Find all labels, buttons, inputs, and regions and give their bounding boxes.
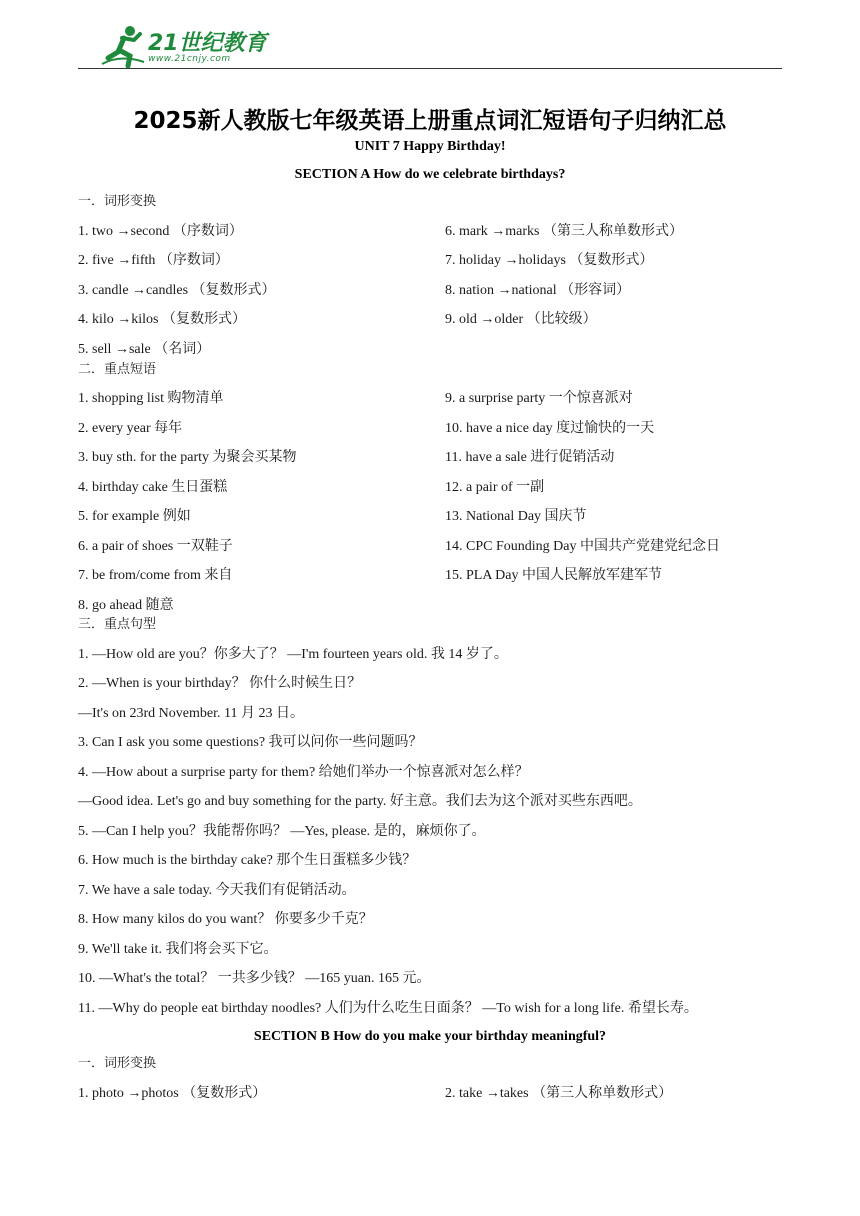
part-heading: 三．重点句型 bbox=[78, 617, 157, 632]
part-heading: 一．词形变换 bbox=[78, 1056, 157, 1071]
sentence-line: —Good idea. Let's go and buy something for the party. 好主意。我们去为这个派对买些东西吧。 bbox=[78, 794, 642, 809]
list-item: 14. CPC Founding Day 中国共产党建党纪念日 bbox=[445, 539, 720, 554]
list-item: 2. take →takes （第三人称单数形式） bbox=[445, 1086, 673, 1101]
sentence-line: 11. —Why do people eat birthday noodles? 人们为什么吃生日面条？ —To wish for a long life. 希望长寿。 bbox=[78, 1001, 698, 1016]
sentence-line: 8. How many kilos do you want？ 你要多少千克？ bbox=[78, 912, 373, 927]
page-header bbox=[78, 18, 782, 70]
list-item: 6. mark →marks （第三人称单数形式） bbox=[445, 224, 683, 239]
list-item: 12. a pair of 一副 bbox=[445, 480, 545, 495]
list-item: 1. two →second （序数词） bbox=[78, 224, 243, 239]
sentence-line: 6. How much is the birthday cake? 那个生日蛋糕多少钱？ bbox=[78, 853, 417, 868]
sentence-line: —It's on 23rd November. 11 月 23 日。 bbox=[78, 706, 304, 721]
list-item: 4. kilo →kilos （复数形式） bbox=[78, 312, 247, 327]
sentence-line: 9. We'll take it. 我们将会买下它。 bbox=[78, 942, 278, 957]
sentence-line: 7. We have a sale today. 今天我们有促销活动。 bbox=[78, 883, 356, 898]
section-a-heading: SECTION A How do we celebrate birthdays? bbox=[294, 167, 566, 182]
header-divider bbox=[78, 68, 782, 69]
list-item: 11. have a sale 进行促销活动 bbox=[445, 450, 615, 465]
part-heading: 一．词形变换 bbox=[78, 194, 157, 209]
list-item: 1. shopping list 购物清单 bbox=[78, 391, 224, 406]
list-item: 1. photo →photos （复数形式） bbox=[78, 1086, 267, 1101]
list-item: 5. for example 例如 bbox=[78, 509, 191, 524]
sentence-line: 2. —When is your birthday？ 你什么时候生日？ bbox=[78, 676, 362, 691]
sentence-line: 4. —How about a surprise party for them? 给她们举办一个惊喜派对怎么样？ bbox=[78, 765, 529, 780]
sentence-line: 5. —Can I help you？我能帮你吗？ —Yes, please. 是的，麻烦你了。 bbox=[78, 824, 486, 839]
list-item: 15. PLA Day 中国人民解放军建军节 bbox=[445, 568, 662, 583]
list-item: 2. every year 每年 bbox=[78, 421, 183, 436]
list-item: 7. holiday →holidays （复数形式） bbox=[445, 253, 654, 268]
list-item: 8. go ahead 随意 bbox=[78, 598, 174, 613]
list-item: 3. candle →candles （复数形式） bbox=[78, 283, 276, 298]
list-item: 9. a surprise party 一个惊喜派对 bbox=[445, 391, 633, 406]
sentence-line: 1. —How old are you？你多大了？ —I'm fourteen years old. 我 14 岁了。 bbox=[78, 647, 508, 662]
sentence-line: 10. —What's the total？ 一共多少钱？ —165 yuan. 165 元。 bbox=[78, 971, 431, 986]
logo bbox=[100, 24, 300, 68]
list-item: 3. buy sth. for the party 为聚会买某物 bbox=[78, 450, 297, 465]
list-item: 13. National Day 国庆节 bbox=[445, 509, 587, 524]
list-item: 2. five →fifth （序数词） bbox=[78, 253, 229, 268]
list-item: 9. old →older （比较级） bbox=[445, 312, 597, 327]
logo-text: 21世纪教育 bbox=[148, 31, 267, 56]
list-item: 4. birthday cake 生日蛋糕 bbox=[78, 480, 228, 495]
runner-logo-icon bbox=[100, 24, 146, 68]
logo-url: www.21cnjy.com bbox=[148, 54, 231, 64]
section-b-heading: SECTION B How do you make your birthday meaningful? bbox=[253, 1029, 607, 1044]
part-heading: 二．重点短语 bbox=[78, 362, 157, 377]
list-item: 6. a pair of shoes 一双鞋子 bbox=[78, 539, 233, 554]
document-title: 2025新人教版七年级英语上册重点词汇短语句子归纳汇总 bbox=[133, 108, 727, 134]
sentence-line: 3. Can I ask you some questions? 我可以问你一些问题吗？ bbox=[78, 735, 423, 750]
list-item: 10. have a nice day 度过愉快的一天 bbox=[445, 421, 655, 436]
list-item: 7. be from/come from 来自 bbox=[78, 568, 233, 583]
unit-title: UNIT 7 Happy Birthday! bbox=[354, 139, 506, 154]
list-item: 8. nation →national （形容词） bbox=[445, 283, 631, 298]
list-item: 5. sell →sale （名词） bbox=[78, 342, 211, 357]
